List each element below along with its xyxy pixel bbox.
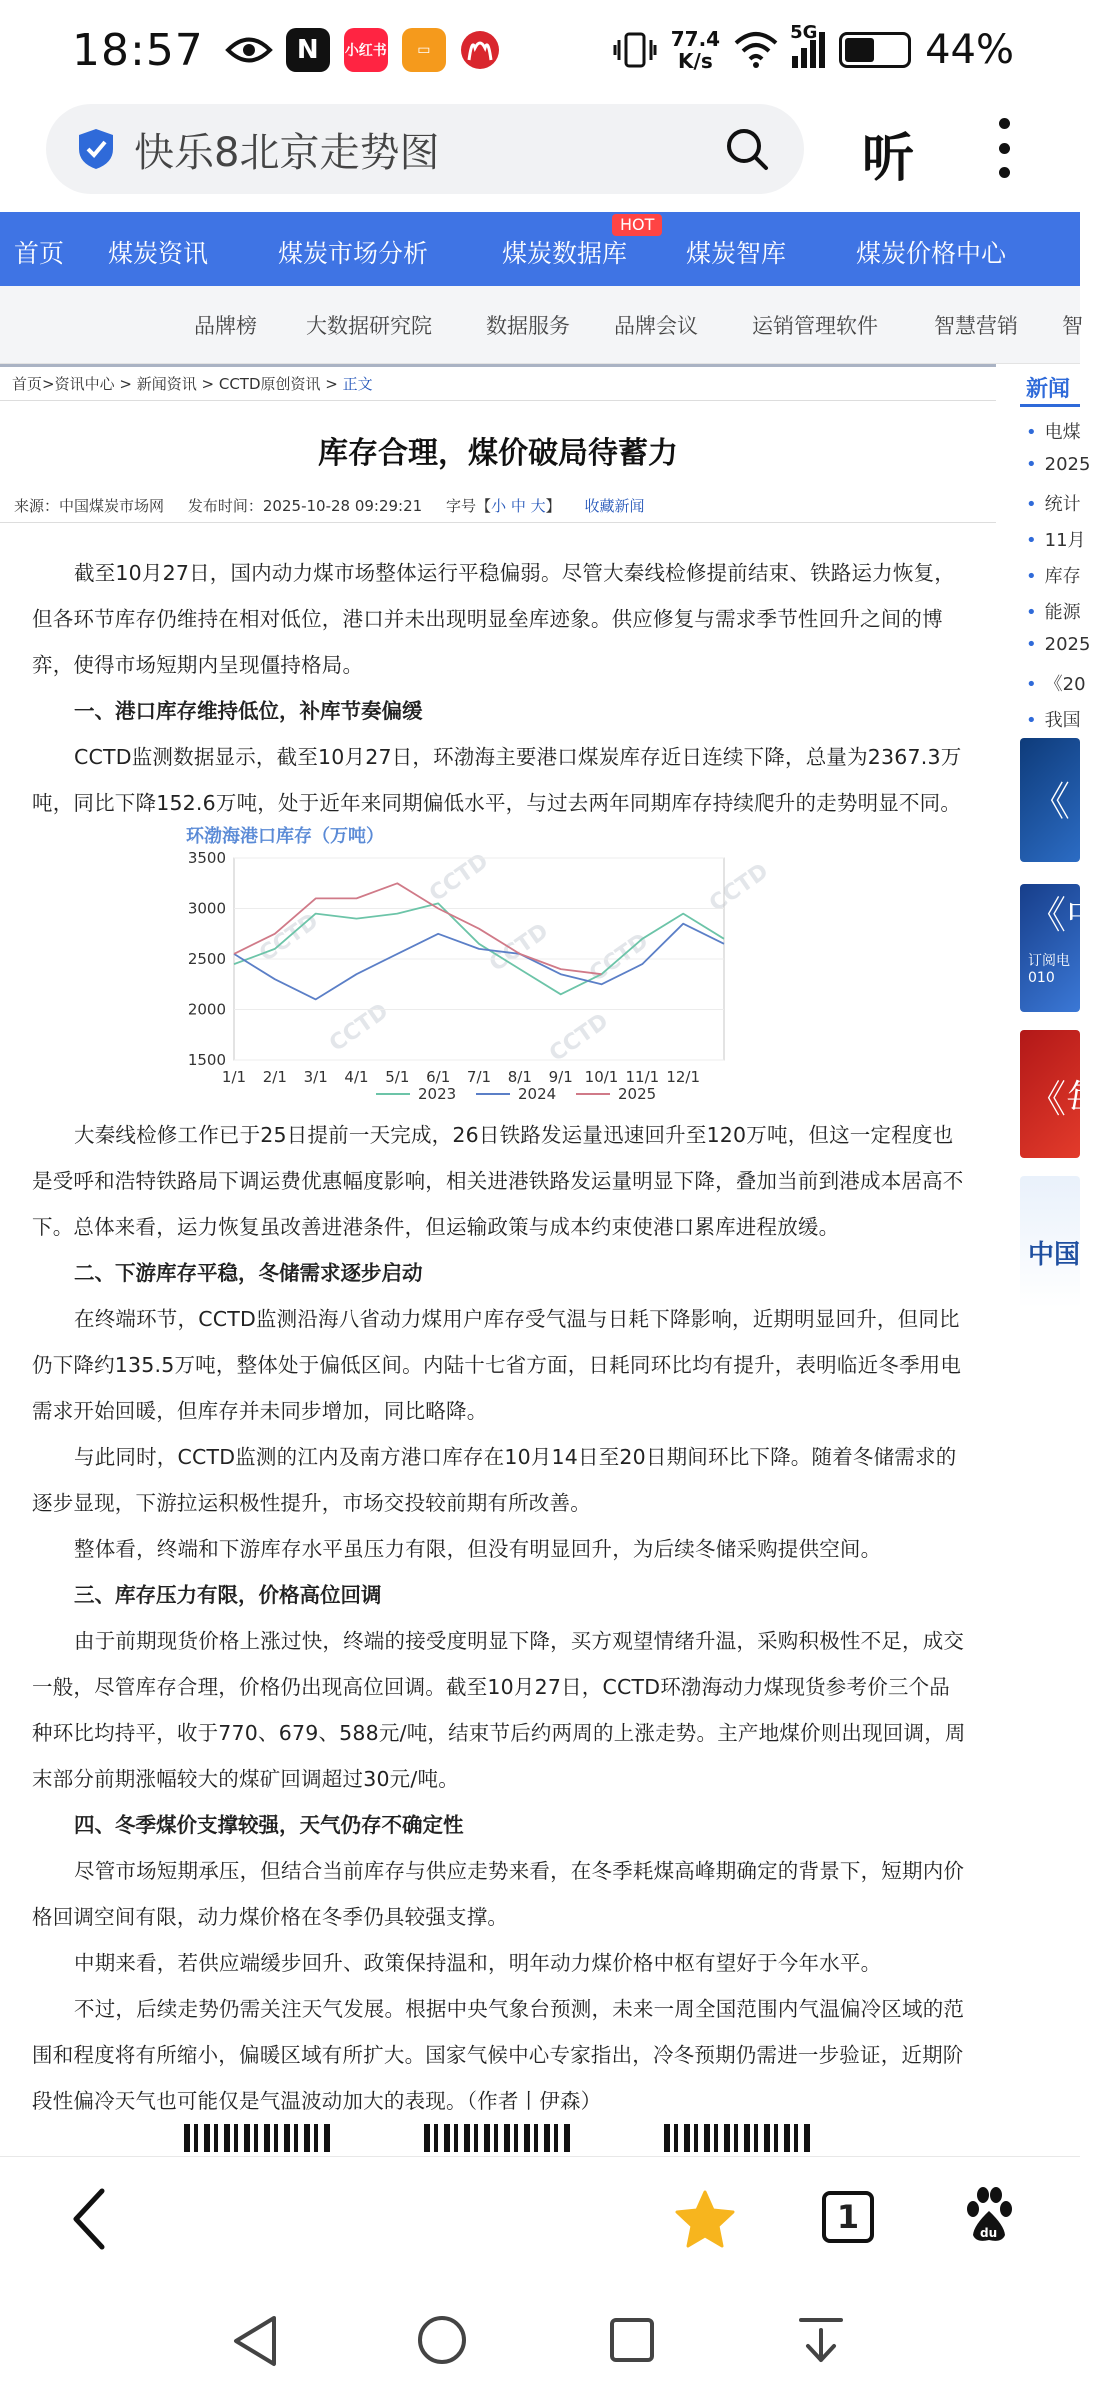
paragraph-6: 整体看，终端和下游库存水平虽压力有限，但没有明显回升，为后续冬储采购提供空间。 [74,1537,882,1561]
nfc-icon: N [286,28,330,72]
chart-watermark: CCTD [325,998,394,1057]
signal-bar-2 [801,48,807,68]
signal-bar-1 [792,56,798,68]
listen-button[interactable]: 听 [862,129,915,189]
nav-item-database[interactable]: 煤炭数据库 [502,239,628,268]
wifi-icon [734,31,778,69]
sidebar-ad-banner[interactable] [1020,884,1104,1012]
subnav-item-marketing[interactable]: 智慧营销 [934,314,1018,338]
more-menu-icon[interactable] [994,118,1014,178]
sidebar-news-item[interactable]: • 统计 [1026,490,1081,516]
signal-bar-3 [810,40,816,68]
section-heading-3: 三、库存压力有限，价格高位回调 [74,1583,382,1607]
favorite-link[interactable]: 收藏新闻 [584,497,645,515]
sidebar-news-item[interactable]: • 2025 [1026,634,1090,655]
paragraph-7: 由于前期现货价格上涨过快，终端的接受度明显下降，买方观望情绪升温，采购积极性不足，成交一般，尽管库存合理，价格仍出现高位回调。截至10月27日，CCTD环渤海动力煤现货参考价三个品种环比均持平，收于770、679、588元/吨，结束节后约两周的上涨走势。主产地煤价则出现回调，周末部分前期涨幅较大的煤矿回调超过30元/吨。 [32,1629,966,1791]
sidebar-news-item[interactable]: • 电煤 [1026,418,1081,444]
paragraph-10: 不过，后续走势仍需关注天气发展。根据中央气象台预测，未来一周全国范围内气温偏冷区域的范围和程度将有所缩小，偏暖区域有所扩大。国家气候中心专家指出，冷冬预期仍需进一步验证，近期阶段性偏冷天气也可能仅是气温波动加大的表现。（作者丨伊森） [32,1997,965,2113]
sidebar-title: 新闻 [1026,377,1071,402]
paragraph-2: CCTD监测数据显示，截至10月27日，环渤海主要港口煤炭库存近日连续下降，总量为2367.3万吨，同比下降152.6万吨，处于近年来同期偏低水平，与过去两年同期库存持续爬升的走势明显不同。 [32,745,962,815]
ad-text: 订阅电 [1028,953,1070,969]
chart-y-tick-label: 2000 [187,1000,226,1019]
font-size-large[interactable]: 大 [530,497,546,515]
chart-x-tick-label: 11/1 [625,1068,660,1086]
address-query[interactable]: 快乐8北京走势图 [134,129,440,176]
subnav-item-cut[interactable]: 智 [1062,314,1083,338]
vibrate-icon [613,30,657,70]
sidebar-ad-banner[interactable] [1020,738,1080,862]
paragraph-9: 中期来看，若供应端缓步回升、政策保持温和，明年动力煤价格中枢有望好于今年水平。 [74,1951,882,1975]
chart-x-tick-label: 2/1 [262,1068,287,1086]
legend-label: 2025 [618,1085,657,1103]
sidebar-ad-banner[interactable] [1020,1030,1104,1158]
paragraph-3: 大秦线检修工作已于25日提前一天完成，26日铁路发运量迅速回升至120万吨，但这一定程度也是受呼和浩特铁路局下调运费优惠幅度影响，相关进港铁路发运量明显下降，叠加当前到港成本居高不下。总体来看，运力恢复虽改善进港条件，但运输政策与成本约束使港口累库进程放缓。 [32,1123,964,1239]
chart-watermark: CCTD [585,928,654,987]
tab-count: 1 [836,2198,860,2236]
nav-item-home[interactable]: 首页 [14,239,65,268]
nav-item-coal-news[interactable]: 煤炭资讯 [108,239,209,268]
nav-back-icon[interactable] [230,2314,280,2368]
ad-text: 《中 [1028,893,1104,937]
mcdonalds-icon [460,30,500,70]
address-bar[interactable] [46,104,804,194]
chart-x-tick-label: 10/1 [584,1068,619,1086]
font-size-small[interactable]: 小 [491,497,507,515]
nav-item-market-analysis[interactable]: 煤炭市场分析 [278,239,429,268]
chart-x-tick-label: 1/1 [221,1068,247,1086]
chart-x-tick-label: 5/1 [385,1068,410,1086]
chart-y-tick-label: 3500 [187,849,226,867]
sidebar-news-item[interactable]: • 库存 [1026,562,1081,588]
sidebar-news-item[interactable]: • 2025 [1026,454,1090,475]
chart-title: 环渤海港口库存（万吨） [186,826,384,847]
baidu-icon[interactable] [964,2185,1014,2245]
chart-watermark: CCTD [425,848,494,907]
svg-text:du: du [980,2226,998,2240]
status-right [613,22,1014,73]
subnav-item-bigdata[interactable]: 大数据研究院 [306,314,432,338]
breadcrumb: 首页>资讯中心 > 新闻资讯 > CCTD原创资讯 > 正文 [12,375,373,393]
ad-text: 010 [1028,970,1055,986]
xiaohongshu-icon [344,28,388,72]
chart-x-tick-label: 9/1 [548,1068,573,1086]
breadcrumb-info-center[interactable]: 资讯中心 [54,375,115,393]
battery-percent: 44% [925,27,1014,73]
divider [0,364,996,367]
xhs-label: 小红书 [344,43,387,59]
sub-nav [0,286,1083,364]
subnav-item-brand-rank[interactable]: 品牌榜 [194,314,257,338]
section-heading-4: 四、冬季煤价支撑较强，天气仍存不确定性 [74,1813,464,1837]
publish-time: 2025-10-28 09:29:21 [262,497,423,515]
net-speed-unit: K/s [678,49,713,73]
hot-badge: HOT [612,214,662,236]
signal-type: 5G [790,22,818,43]
sidebar-news-item[interactable]: • 能源 [1026,598,1081,624]
ad-text: 中国 [1028,1240,1081,1270]
subnav-item-logistics-software[interactable]: 运销管理软件 [752,314,878,338]
chart-x-tick-label: 6/1 [426,1068,451,1086]
article-body-top [32,550,966,826]
signal-indicator [790,22,825,68]
sidebar-news-item[interactable]: • 《20 [1026,670,1086,696]
chart-y-tick-label: 3000 [187,899,226,918]
status-app-icons [226,28,500,72]
browser-bottom-bar [0,2156,1080,2282]
status-time: 18:57 [72,24,204,76]
system-nav-bar [0,2282,1080,2400]
article-meta [14,495,645,516]
chart-watermark: CCTD [255,908,324,967]
chart-x-tick-label: 8/1 [507,1068,532,1086]
font-size-medium[interactable]: 中 [510,497,526,515]
nav-home-icon[interactable] [416,2314,468,2366]
paragraph-4: 在终端环节，CCTD监测沿海八省动力煤用户库存受气温与日耗下降影响，近期明显回升，但同比仍下降约135.5万吨，整体处于偏低区间。内陆十七省方面，日耗同环比均有提升，表明临近冬季用电需求开始回暖，但库存并未同步增加，同比略降。 [32,1307,962,1423]
paragraph-1: 截至10月27日，国内动力煤市场整体运行平稳偏弱。尽管大秦线检修提前结束、铁路运力恢复，但各环节库存仍维持在相对低位，港口并未出现明显垒库迹象。供应修复与需求季节性回升之间的博弈，使得市场短期内呈现僵持格局。 [32,561,955,677]
ad-text: 《每 [1028,1077,1104,1121]
nav-recents-icon[interactable] [608,2316,656,2364]
chart-x-tick-label: 7/1 [466,1068,492,1086]
breadcrumb-home[interactable]: 首页 [12,375,43,393]
chart-x-tick-label: 3/1 [303,1068,328,1086]
chart-y-tick-label: 1500 [187,1051,226,1069]
breadcrumb-current: 正文 [342,375,373,393]
subnav-item-brand-meeting[interactable]: 品牌会议 [614,314,698,338]
nav-item-price-center[interactable]: 煤炭价格中心 [856,239,1007,268]
meta-divider [0,522,996,523]
nav-item-think-tank[interactable]: 煤炭智库 [686,239,787,268]
article-body-bottom [32,1112,966,2124]
chart-x-tick-label: 4/1 [344,1068,369,1086]
news-sidebar [1020,362,1104,1322]
section-heading-1: 一、港口库存维持低位，补库节奏偏缓 [74,699,423,723]
back-icon[interactable] [66,2187,114,2251]
subnav-item-data-service[interactable]: 数据服务 [486,314,570,338]
font-size-label: 字号【 [446,497,492,515]
sidebar-news-item[interactable]: • 11月 [1026,526,1086,552]
chart-watermark: CCTD [705,858,774,917]
qr-code [664,2124,814,2152]
sidebar-ad-banner[interactable] [1020,1176,1080,1308]
net-speed-value: 77.4 [670,27,721,51]
eye-icon [226,35,272,65]
inventory-chart [176,822,826,1103]
chart-watermark: CCTD [545,1008,614,1067]
battery-icon [839,32,911,68]
legend-label: 2023 [418,1085,457,1103]
signal-bar-4 [819,32,825,68]
paragraph-8: 尽管市场短期承压，但结合当前库存与供应走势来看，在冬季耗煤高峰期确定的背景下，短期内价格回调空间有限，动力煤价格在冬季仍具较强支撑。 [32,1859,965,1929]
status-bar [0,0,1080,100]
net-speed [671,28,720,72]
tabs-button[interactable] [822,2191,874,2243]
qr-code [424,2124,574,2152]
breadcrumb-divider [0,400,996,401]
site-nav [0,212,1080,286]
section-heading-2: 二、下游库存平稳，冬储需求逐步启动 [74,1261,423,1285]
search-icon[interactable] [724,126,770,172]
publish-label: 发布时间： [187,497,263,515]
source-label: 来源： [14,497,60,515]
article-source: 中国煤炭市场网 [59,497,165,515]
nav-collapse-icon[interactable] [796,2314,846,2366]
article-title: 库存合理，煤价破局待蓄力 [318,436,678,471]
sidebar-news-item[interactable]: • 我国 [1026,706,1081,732]
wallet-icon: ▭ [402,28,446,72]
chart-svg [176,822,826,1103]
ad-text: 《 [1030,779,1070,825]
legend-label: 2024 [518,1085,557,1103]
font-size-end: 】 [545,497,561,515]
sidebar-underline [1020,404,1080,407]
breadcrumb-cctd[interactable]: CCTD原创资讯 [218,375,321,393]
paragraph-5: 与此同时，CCTD监测的江内及南方港口库存在10月14日至20日期间环比下降。随着冬储需求的逐步显现，下游拉运积极性提升，市场交投较前期有所改善。 [32,1445,957,1515]
chart-x-tick-label: 12/1 [666,1068,701,1086]
qr-code [184,2124,334,2152]
breadcrumb-news[interactable]: 新闻资讯 [136,375,197,393]
shield-icon [76,127,116,171]
chart-y-tick-label: 2500 [187,950,226,968]
favorite-star-icon[interactable] [674,2189,736,2249]
chart-watermark: CCTD [485,918,554,977]
